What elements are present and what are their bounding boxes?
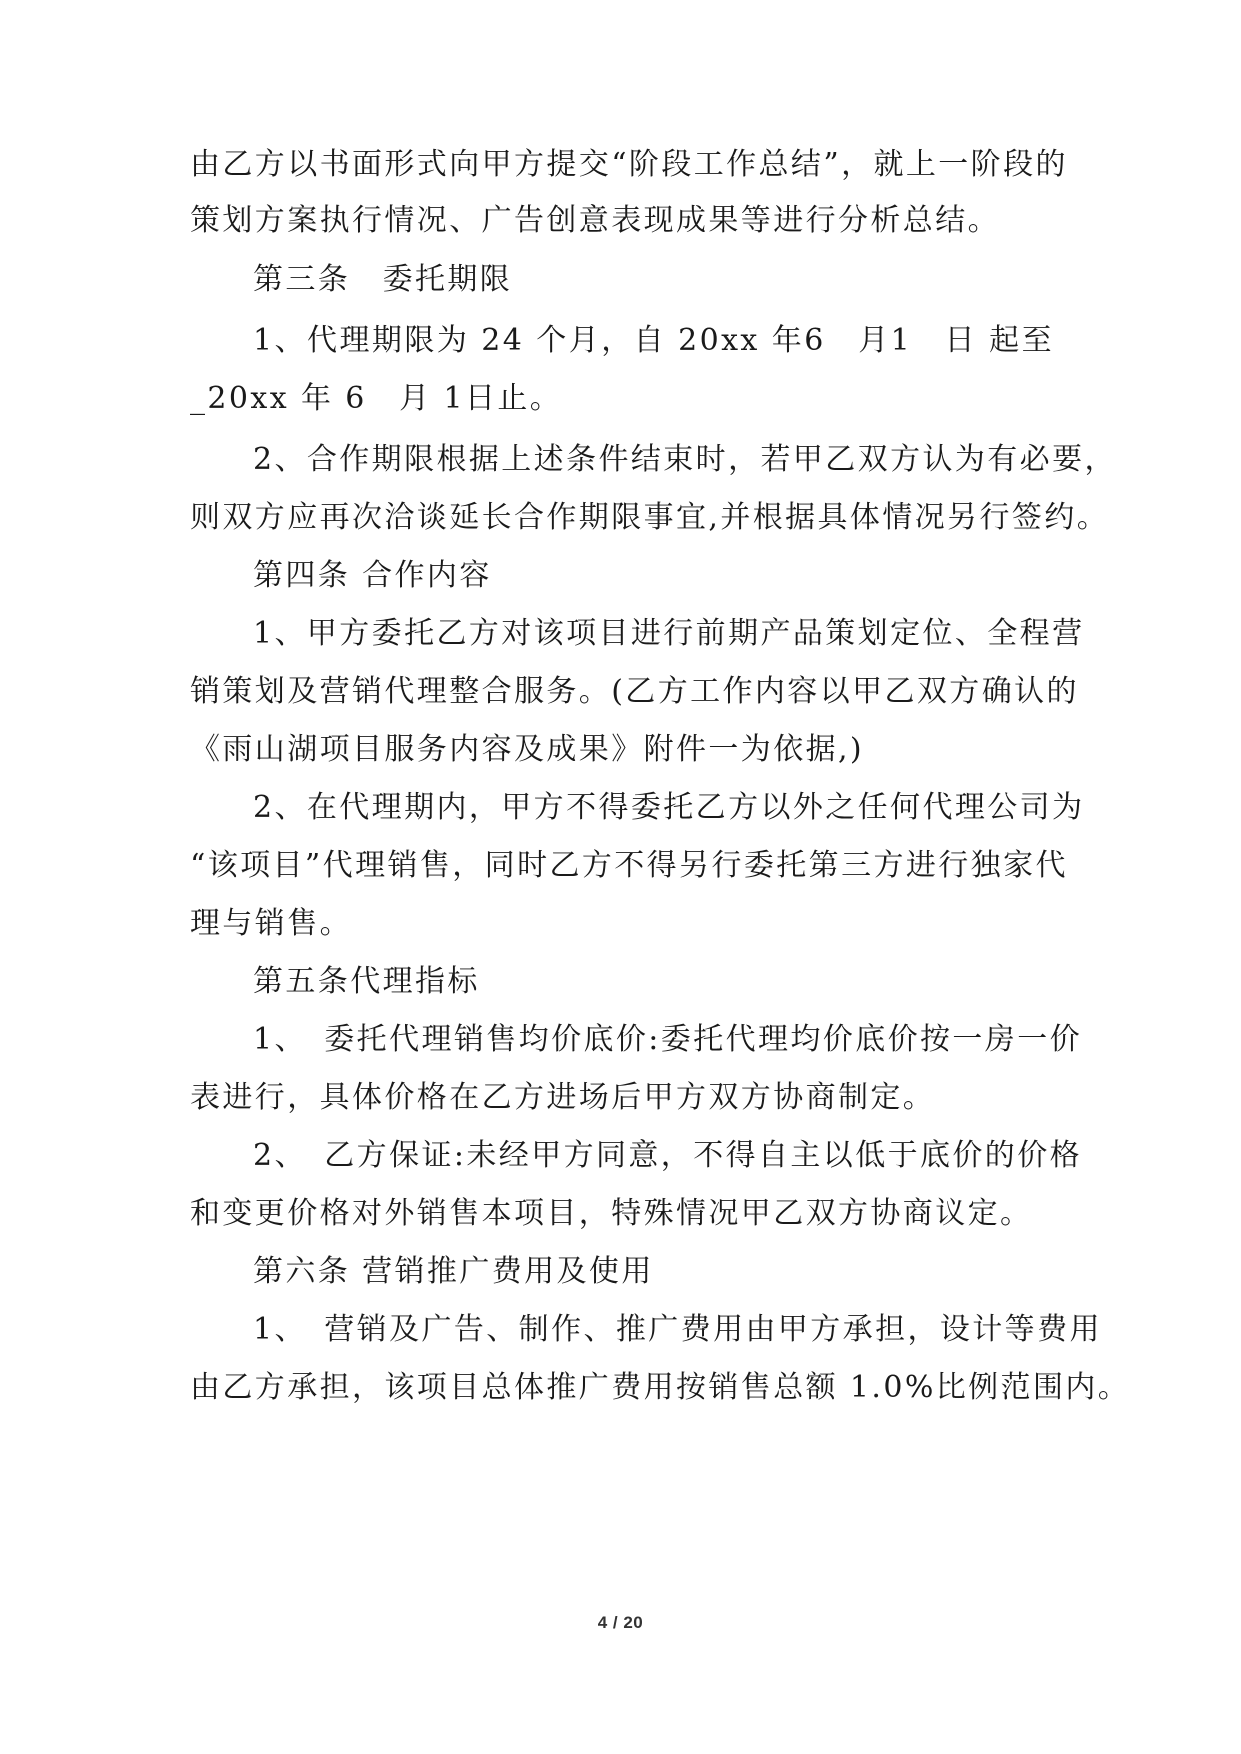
paragraph-line: 由乙方以书面形式向甲方提交“阶段工作总结”，就上一阶段的 [190,147,1068,182]
paragraph-line: 2、在代理期内，甲方不得委托乙方以外之任何代理公司为 [253,790,1085,825]
section-heading: 第四条 合作内容 [253,558,492,593]
paragraph-line: 1、 营销及广告、制作、推广费用由甲方承担，设计等费用 [253,1312,1102,1347]
paragraph-line: 2、 乙方保证:未经甲方同意，不得自主以低于底价的价格 [253,1138,1082,1173]
paragraph-line: 1、 委托代理销售均价底价:委托代理均价底价按一房一价 [253,1022,1082,1057]
paragraph-line: 销策划及营销代理整合服务。(乙方工作内容以甲乙双方确认的 [190,674,1079,709]
paragraph-line: “该项目”代理销售，同时乙方不得另行委托第三方进行独家代 [190,848,1068,883]
section-heading: 第五条代理指标 [253,964,480,999]
paragraph-line: 2、合作期限根据上述条件结束时，若甲乙双方认为有必要， [253,442,1117,477]
paragraph-line: 1、甲方委托乙方对该项目进行前期产品策划定位、全程营 [253,616,1085,651]
section-heading: 第六条 营销推广费用及使用 [253,1254,654,1289]
paragraph-line: 和变更价格对外销售本项目，特殊情况甲乙双方协商议定。 [190,1196,1033,1231]
section-heading: 第三条 委托期限 [253,262,513,297]
paragraph-line: 理与销售。 [190,906,352,941]
paragraph-line: _20xx 年 6 月 1日止。 [190,381,563,416]
paragraph-line: 策划方案执行情况、广告创意表现成果等进行分析总结。 [190,203,1000,238]
paragraph-line: 1、代理期限为 24 个月，自 20xx 年6 月1 日 起至 [253,323,1054,358]
paragraph-line: 则双方应再次洽谈延长合作期限事宜,并根据具体情况另行签约。 [190,500,1110,535]
paragraph-line: 《雨山湖项目服务内容及成果》附件一为依据,) [190,732,865,767]
paragraph-line: 表进行，具体价格在乙方进场后甲方双方协商制定。 [190,1080,936,1115]
paragraph-line: 由乙方承担，该项目总体推广费用按销售总额 1.0%比例范围内。 [190,1370,1131,1405]
page-number: 4 / 20 [597,1613,644,1632]
